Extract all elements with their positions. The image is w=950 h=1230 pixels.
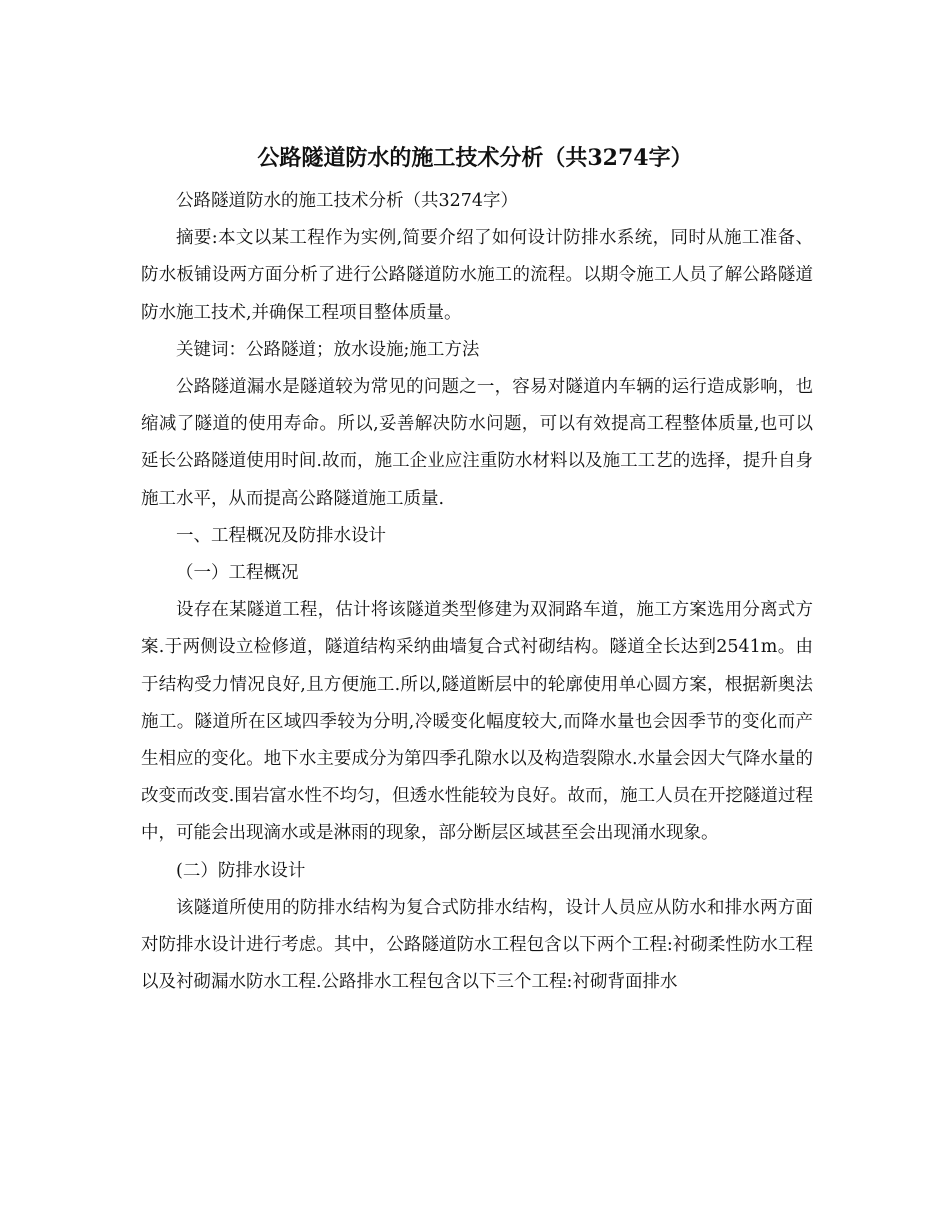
subsection-heading-1: （一）工程概况 (176, 563, 299, 584)
section-heading-1: 一、工程概况及防排水设计 (176, 525, 386, 546)
document-body (141, 183, 813, 1001)
paragraph-drainage-design: 该隧道所使用的防排水结构为复合式防排水结构，设计人员应从防水和排水两方面对防排水设计进行考虑。其中，公路隧道防水工程包含以下两个工程:衬砌柔性防水工程以及衬砌漏水防水工程.公路排水工程包含以下三个工程:衬砌背面排水 (141, 897, 813, 993)
paragraph-abstract: 摘要:本文以某工程作为实例,简要介绍了如何设计防排水系统，同时从施工准备、防水板铺设两方面分析了进行公路隧道防水施工的流程。以期令施工人员了解公路隧道防水施工技术,并确保工程项目整体质量。 (141, 228, 813, 323)
paragraph-project-overview: 设存在某隧道工程，估计将该隧道类型修建为双洞路车道，施工方案选用分离式方案.于两侧设立检修道，隧道结构采纳曲墙复合式衬砌结构。隧道全长达到2541m。由于结构受力情况良好,且方便施工.所以,隧道断层中的轮廓使用单心圆方案，根据新奥法施工。隧道所在区域四季较为分明,冷暖变化幅度较大,而降水量也会因季节的变化而产生相应的变化。地下水主要成分为第四季孔隙水以及构造裂隙水.水量会因大气降水量的改变而改变.围岩富水性不均匀，但透水性能较为良好。故而，施工人员在开挖隧道过程中，可能会出现滴水或是淋雨的现象，部分断层区域甚至会出现涌水现象。 (141, 600, 813, 844)
paragraph-subtitle: 公路隧道防水的施工技术分析（共3274字） (176, 191, 519, 211)
subsection-heading-2: (二）防排水设计 (176, 860, 306, 881)
paragraph-intro: 公路隧道漏水是隧道较为常见的问题之一，容易对隧道内车辆的运行造成影响，也缩减了隧道的使用寿命。所以,妥善解决防水问题，可以有效提高工程整体质量,也可以延长公路隧道使用时间.故而，施工企业应注重防水材料以及施工工艺的选择，提升自身施工水平，从而提高公路隧道施工质量. (141, 377, 813, 509)
paragraph-keywords: 关键词：公路隧道；放水设施;施工方法 (176, 339, 480, 360)
document-title: 公路隧道防水的施工技术分析（共3274字） (257, 145, 693, 171)
